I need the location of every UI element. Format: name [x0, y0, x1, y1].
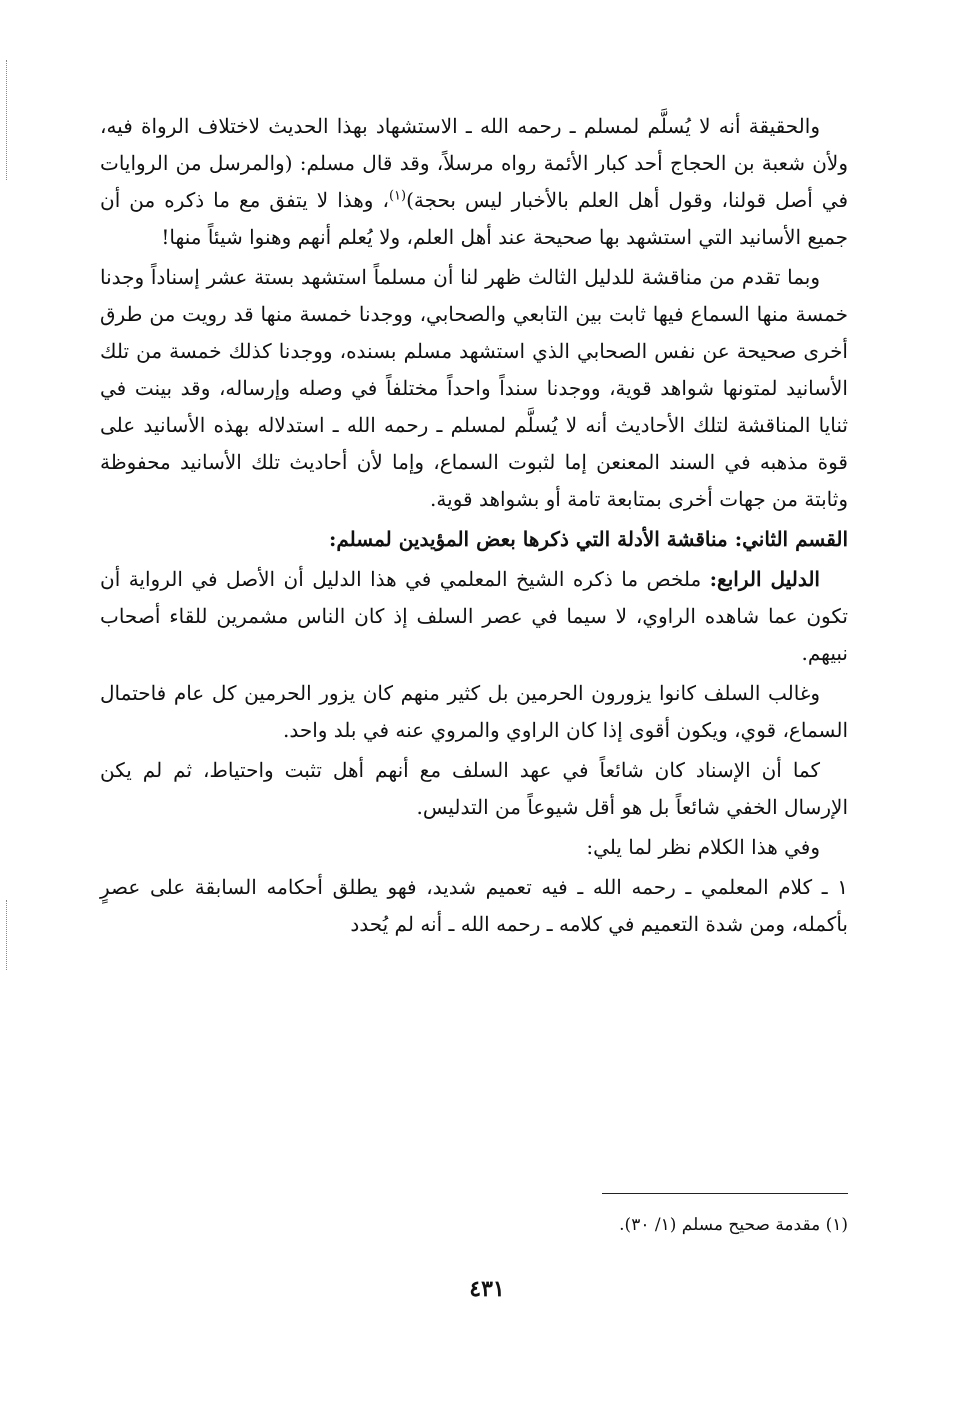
scan-edge-mark: [6, 60, 7, 180]
paragraph-lead: الدليل الرابع:: [709, 567, 820, 591]
paragraph: [100, 108, 848, 256]
footnote-divider: [602, 1193, 848, 1194]
footnote: (١) مقدمة صحيح مسلم (١/ ٣٠).: [619, 1215, 848, 1235]
section-heading: القسم الثاني: مناقشة الأدلة التي ذكرها بعض المؤيدين لمسلم:: [328, 527, 848, 551]
paragraph-text: ، وهذا لا يتفق مع ما ذكره من أن جميع الأسانيد التي استشهد بها صحيحة عند أهل العلم، ولا يُعلم أنهم وهنوا شيئاً منها!: [100, 188, 848, 249]
paragraph: وبما تقدم من مناقشة للدليل الثالث ظهر لنا أن مسلماً استشهد بستة عشر إسناداً وجدنا خمسة منها السماع فيها ثابت بين التابعي والصحابي، ووجدنا خمسة منها قد رويت من طرق أخرى صحيحة عن نفس الصحابي الذي استشهد مسلم بسنده، ووجدنا كذلك خمسة من تلك الأسانيد لمتونها شواهد قوية، ووجدنا سنداً واحداً مختلفاً في وصله وإرساله، وقد بينت في ثنايا المناقشة لتلك الأحاديث أنه لا يُسلَّم لمسلم ـ رحمه الله ـ استدلاله بهذه الأسانيد على قوة مذهبه في السند المعنعن إما لثبوت السماع، وإما لأن أحاديث تلك الأسانيد محفوظة وثابتة من جهات أخرى بمتابعة تامة أو بشواهد قوية.: [100, 265, 849, 511]
paragraph-text: ملخص ما ذكره الشيخ المعلمي في هذا الدليل أن الأصل في الرواية أن تكون عما شاهده الراوي، لا سيما في عصر السلف إذ كان الناس مشمرين للقاء أصحاب نبيهم.: [100, 567, 848, 665]
scan-edge-mark: [6, 900, 7, 970]
paragraph: ١ ـ كلام المعلمي ـ رحمه الله ـ فيه تعميم شديد، فهو يطلق أحكامه السابقة على عصرٍ بأكمله، ومن شدة التعميم في كلامه ـ رحمه الله ـ أنه لم يُحدد: [100, 875, 848, 936]
page-number: ٤٣١: [469, 1276, 505, 1302]
paragraph: وفي هذا الكلام نظر لما يلي:: [586, 835, 820, 859]
paragraph-text: والحقيقة أنه لا يُسلَّم لمسلم ـ رحمه الله ـ الاستشهاد بهذا الحديث لاختلاف الرواة فيه، ولأن شعبة بن الحجاج أحد كبار الأئمة رواه مرسلاً، وقد قال مسلم: (والمرسل من الروايات في أصل قولنا، وقول أهل العلم بالأخبار ليس بحجة): [100, 114, 848, 212]
paragraph: [100, 561, 848, 672]
footnote-reference: (١): [388, 188, 407, 204]
paragraph: وغالب السلف كانوا يزورون الحرمين بل كثير منهم كان يزور الحرمين كل عام فاحتمال السماع، قوي، ويكون أقوى إذا كان الراوي والمروي عنه في بلد واحد.: [100, 681, 848, 742]
main-text: [100, 108, 848, 946]
paragraph: كما أن الإسناد كان شائعاً في عهد السلف مع أنهم أهل تثبت واحتياط، ثم لم يكن الإرسال الخفي شائعاً بل هو أقل شيوعاً من التدليس.: [100, 758, 848, 819]
